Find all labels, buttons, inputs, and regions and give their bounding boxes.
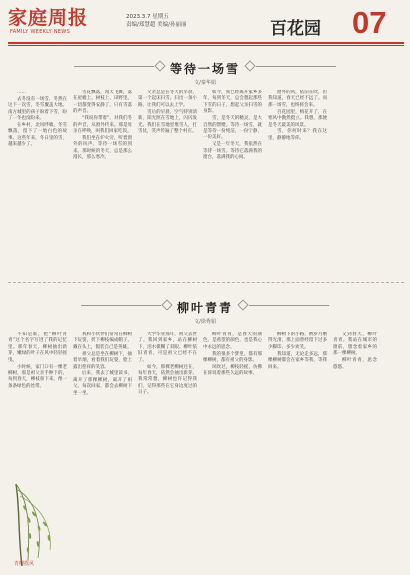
paragraph: 我和小伙伴们常常在柳树下玩耍，折下柳枝编成帽子，戴在头上，假装自己是英雄。 xyxy=(73,332,132,350)
article2-head xyxy=(0,297,410,325)
paragraph: 我的很多个梦里，都有那棵柳树，都有祖父的身影。 xyxy=(203,351,262,364)
article1-author: 文/秦华娟 xyxy=(194,80,216,86)
head-rule-right xyxy=(249,305,329,306)
article2-column xyxy=(203,332,262,568)
paragraph: 雪后的早晨，空气特别清新，阳光照在雪地上，闪闪发光。我们在雪地里堆雪人，打雪仗，笑声传遍了整个村庄。 xyxy=(138,109,197,134)
newspaper-title-en: FAMILY WEEKLY NEWS xyxy=(10,29,71,35)
head-rule-right xyxy=(256,66,336,67)
article2-author: 文/徐秀娟 xyxy=(194,319,216,325)
article2-column xyxy=(333,332,377,568)
paragraph: 后来，我去了城里读书，离开了那棵柳树，离开了祖父。每次回家，都会去柳树下坐一坐。 xyxy=(73,371,132,396)
article1-head xyxy=(0,58,410,86)
section-name: 百花园 xyxy=(270,19,321,39)
issue-meta xyxy=(126,13,186,29)
paragraph: 我知道，无论走多远，那棵柳树都会在家乡等我，等我回来。 xyxy=(268,351,327,370)
head-rule-left xyxy=(74,66,154,67)
willow-illustration xyxy=(8,480,66,568)
article1-body xyxy=(8,90,377,262)
head-rule-left xyxy=(81,305,161,306)
paragraph: 风吹过，柳枝轻摇，仿佛在诉说着那些久远的故事。 xyxy=(203,365,262,377)
paragraph: 如今，那棵老柳树还在，每年春天，依然会抽出新芽。我常常想，柳树也许记得我们，记得那些在它身边度过的日子。 xyxy=(138,364,197,396)
article1-title: 等待一场雪 xyxy=(169,62,240,76)
paragraph: 如今，我已经离开家乡多年，每到冬天，总会想起那些下雪的日子，想起父亲扫雪的身影。 xyxy=(203,90,262,115)
paragraph: 雪，你何时来？我在这里，静静地等你。 xyxy=(268,129,327,141)
illustration-caption: 青柳摇风 xyxy=(14,561,35,567)
editor-line: 责编/郑慧超 美编/孙丽丽 xyxy=(126,22,187,28)
paragraph: “我说你带着”，对我们冬的声音，从窗外传来。那是母亲在呼唤，叫我们回家吃饭。 xyxy=(73,116,132,134)
article1-column xyxy=(73,90,132,262)
article1-column xyxy=(203,90,262,262)
masthead xyxy=(8,5,404,40)
article2-column xyxy=(73,332,132,568)
page-number: 07 xyxy=(352,5,387,40)
paragraph: 柳叶青青，是春天的颜色，是希望的颜色，也是我心中永远的思念。 xyxy=(203,332,262,350)
paragraph: 在乡村，北风呼啸，冬雪飘落，留下了一地白色的故事。这些年来，冬日里的雪，越来越少了。 xyxy=(8,123,67,148)
paragraph: 又到春天，柳叶青青。我站在城市的窗前，想念着家乡的那一棵柳树。 xyxy=(333,332,377,357)
paragraph: 百花园里，梅花开了，在寒风中傲然挺立。我想，那便是冬天最美的风景。 xyxy=(268,109,327,128)
paragraph: 柳叶青青，思念悠悠。 xyxy=(333,358,377,370)
article2-column xyxy=(138,332,197,568)
paragraph: 雪，是冬天的精灵，是大自然的馈赠。等待一场雪，就是等待一份纯洁，一份宁静，一份美好。 xyxy=(203,116,262,141)
article1-column xyxy=(268,90,327,262)
newspaper-title: 家庭周报 xyxy=(8,7,89,29)
paragraph: 父亲总是在冬天的早晨，第一个起床扫雪。扫出一条小路，让我们可以去上学。 xyxy=(138,90,197,108)
paragraph: …… xyxy=(17,90,26,95)
paragraph: 去冬没有一场雪，冬然在这下一次雪，冬雪覆盖大地。南方城里的孩子盼着下雪，盼了一冬也没盼来。 xyxy=(8,96,67,122)
paragraph: 小时候，家门口有一棵老柳树，那是祖父亲手种下的。每到春天，柳枝垂下来，像一条条绿色的丝带。 xyxy=(8,364,67,389)
paragraph: 雪花飘落，漫天飞舞，落在屋檐上、树枝上、田野里。一切都变得安静了，只有雪落的声音。 xyxy=(73,90,132,115)
paragraph: 窗外的风，依旧在吹，但我知道，春天已经不远了。而那一场雪，也终将会来。 xyxy=(268,90,327,108)
paragraph: 又是一年冬天，我依然在等待一场雪。等待它落满我的窗台，落满我的心间。 xyxy=(203,142,262,161)
paragraph: 不知是谁，把“柳叶青青”这个名字写进了我的记忆里。那年春天，柳树抽出新芽，嫩绿的叶子在风中轻轻摇曳。 xyxy=(8,332,67,363)
paragraph: 我们坐在炉火旁，听着窗外的风声，等待一场雪的到来。那时候的冬天，总是那么漫长，那么寒冷。 xyxy=(73,135,132,161)
masthead-rule-thin xyxy=(8,45,404,46)
article1-column xyxy=(8,90,67,262)
article2-title: 柳叶青青 xyxy=(176,301,233,315)
article1-column xyxy=(333,90,377,262)
article2-column xyxy=(268,332,327,568)
paragraph: 祖父总是坐在柳树下，抽着旱烟，看着我们玩耍，脸上露出慈祥的笑容。 xyxy=(73,351,132,370)
article1-column xyxy=(138,90,197,262)
paragraph: 柳树下的小路，被岁月磨得光滑，那上面曾经留下过多少脚印，多少欢笑。 xyxy=(268,332,327,350)
paragraph: 大学毕业那年，祖父去世了。我回到家乡，站在柳树下，泪水模糊了双眼。柳叶依旧青青，可是祖父已经不在了。 xyxy=(138,332,197,363)
diamond-ornament-icon xyxy=(244,60,255,71)
masthead-rule xyxy=(8,42,404,44)
issue-date: 2023.3.7 星期五 xyxy=(126,14,169,20)
article-divider xyxy=(8,282,404,283)
diamond-ornament-icon xyxy=(237,299,248,310)
article2-column xyxy=(8,332,67,478)
